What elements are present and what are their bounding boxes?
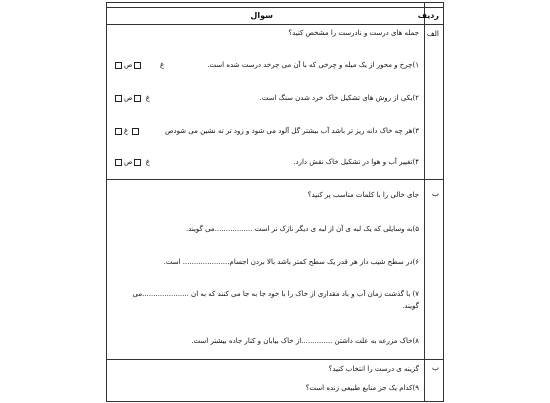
header-bottom-line [107,24,443,25]
section-instruction: جای خالی را با کلمات مناسب پر کنید؟ [307,191,419,199]
checkbox-false-1[interactable] [115,62,122,69]
question-8: ۸)خاک مزرعه به علت داشتن ..............از خاک بیابان و کنار جاده بیشتر است. [191,337,419,345]
header-top-line [107,7,443,8]
header-question-label: سوال [250,11,273,20]
checkbox-true-4[interactable] [134,159,141,166]
section-instruction: گزینه ی درست را انتخاب کنید؟ [328,365,419,373]
question-3: ۳)هر چه خاک دانه ریز تر باشد آب بیشتر گل آلود می شود و زود تر ته نشین می شودص [164,127,419,135]
question-table [106,2,444,402]
question-6: ۶)در سطح شیب دار هر قدر یک سطح کمتر باشد بالا بردن اجسام..................... است. [163,258,419,266]
section-divider-2 [107,359,443,360]
header-row-label: ردیف [417,11,439,20]
question-5: ۵)به وسایلی که یک لبه ی آن از لبه ی دیگر نازک تر است .................می گویند. [185,225,419,233]
true-false-options-4 [113,158,150,166]
true-false-options-3 [113,127,141,135]
column-divider [424,3,425,401]
true-false-options-1 [113,61,164,69]
section-id-multiple-choice: ب [431,363,439,372]
question-9: ۹)کدام یک جز منابع طبیعی زنده است؟ [305,384,419,392]
section-id-be: ب [431,189,439,198]
question-7-continued: گویند. [402,302,419,310]
false-label: غ [145,158,150,166]
false-label: غ [145,94,150,102]
question-2: ۲)یکی از روش های تشکیل خاک خرد شدن سنگ است. [259,94,419,102]
question-7: ۷) با گذشت زمان آب و باد مقداری از خاک را با خود جا به جا می کنند که به ان .....................می [132,290,419,298]
true-false-options-2 [113,94,150,102]
checkbox-false-3[interactable] [115,128,122,135]
true-label: ص [124,158,133,166]
section-divider-1 [107,179,443,180]
checkbox-false-2[interactable] [115,95,122,102]
section-instruction: جمله های درست و نادرست را مشخص کنید؟ [288,29,419,37]
checkbox-true-2[interactable] [134,95,141,102]
false-label: غ [124,127,129,135]
checkbox-true-1[interactable] [134,62,141,69]
question-1: ۱)چرخ و محور از یک میله و چرخی که با آن می چرخد درست شده است. [207,61,419,69]
question-4: ۴)تغییر آب و هوا در تشکیل خاک نقش دارد. [293,158,419,166]
false-label: غ [159,61,165,69]
true-label: ص [124,94,133,102]
checkbox-true-3[interactable] [132,128,139,135]
checkbox-false-4[interactable] [115,159,122,166]
true-label: ص [124,61,133,69]
section-id-alef: الف [426,29,439,38]
